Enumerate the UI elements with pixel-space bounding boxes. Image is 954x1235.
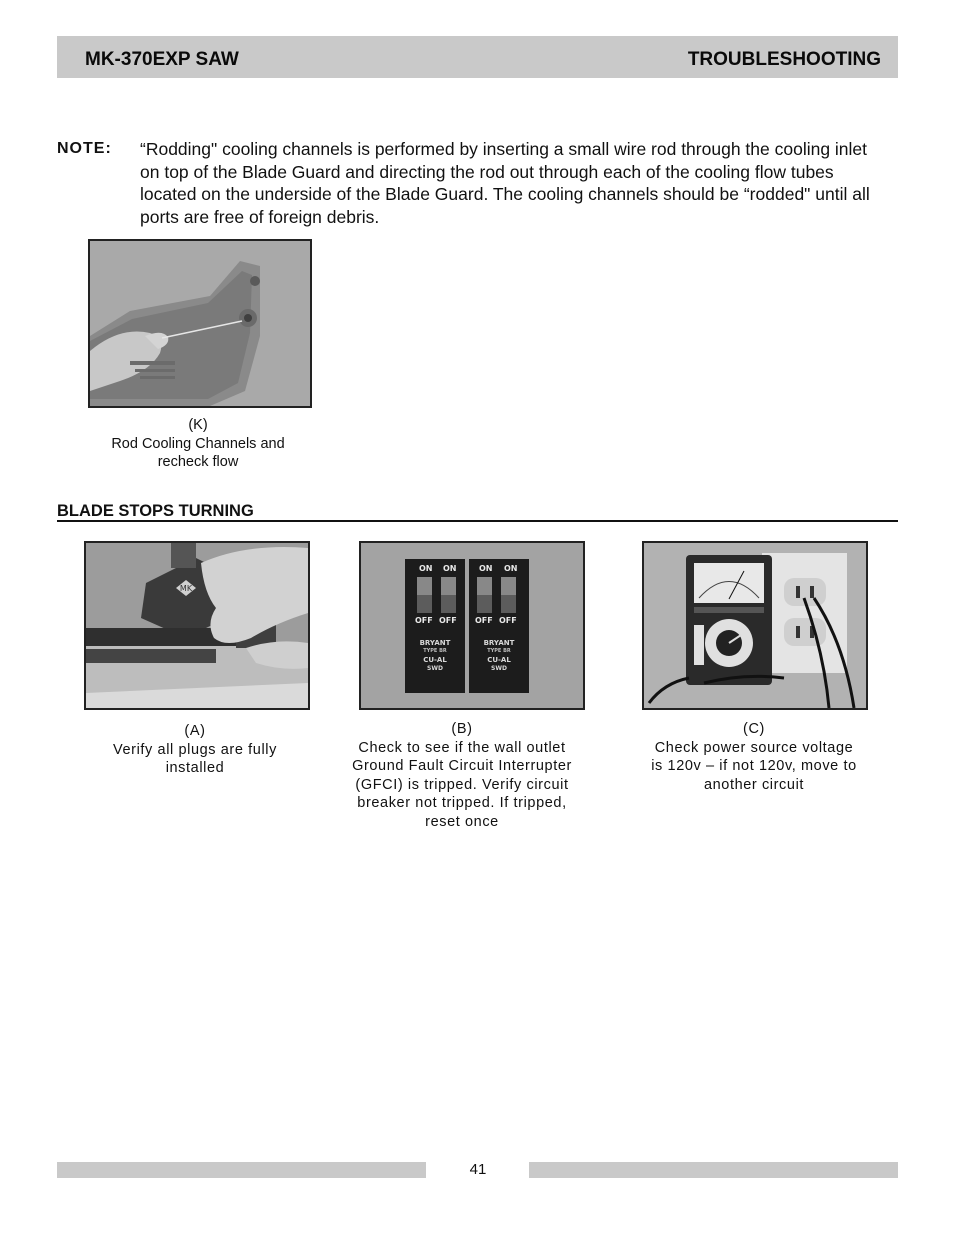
caption-b-letter: (B) [451, 721, 473, 737]
caption-b-line4: breaker not tripped. If tripped, [357, 795, 567, 811]
photo-rod-cooling-channels [88, 239, 312, 408]
caption-a-line1: Verify all plugs are fully [113, 741, 277, 758]
section-title: BLADE STOPS TURNING [57, 502, 254, 520]
breaker-cu-al-2: CU-AL [487, 656, 511, 664]
breaker-off-label-4: OFF [499, 616, 517, 625]
caption-a [84, 722, 306, 778]
saw-logo-mark: MK [179, 584, 193, 593]
caption-c-line1: Check power source voltage [654, 739, 854, 756]
caption-k [88, 416, 308, 472]
breaker-on-label-1: ON [419, 564, 433, 573]
photo-saw-plugs [84, 541, 310, 710]
section-divider [57, 520, 898, 522]
page-number: 41 [469, 1161, 487, 1178]
breaker-on-label-3: ON [479, 564, 493, 573]
caption-a-line2: installed [165, 760, 225, 776]
caption-b-line5: reset once [425, 813, 499, 830]
breaker-brand-2: BRYANT [483, 639, 515, 647]
footer-bar-right [529, 1162, 898, 1178]
photo-multimeter-outlet [642, 541, 868, 710]
note-text: “Rodding" cooling channels is performed by inserting a small wire rod through the cooling inlet on top of the Blade Guard and directing the rod out through each of the cooling flow tubes located on the underside of the Blade Guard. The cooling channels should be “rodded" until all ports are free of foreign debris. [140, 139, 870, 227]
breaker-swd-1: SWD [427, 665, 443, 672]
header-bar [57, 36, 898, 78]
caption-c-letter: (C) [743, 721, 765, 737]
footer-bar-left [57, 1162, 426, 1178]
breaker-on-label-2: ON [443, 564, 457, 573]
breaker-brand-1: BRYANT [419, 639, 451, 647]
caption-c-line3: another circuit [703, 776, 805, 793]
breaker-off-label-3: OFF [475, 616, 493, 625]
section-heading: TROUBLESHOOTING [687, 49, 881, 70]
breaker-off-label-1: OFF [415, 616, 433, 625]
caption-b-line3: (GFCI) is tripped. Verify circuit [355, 776, 569, 793]
breaker-cu-al-1: CU-AL [423, 656, 447, 664]
breaker-swd-2: SWD [491, 665, 507, 672]
breaker-type-2: TYPE BR [487, 648, 511, 654]
caption-c-line2: is 120v – if not 120v, move to [651, 758, 857, 774]
caption-k-letter: (K) [188, 417, 208, 433]
caption-c [628, 720, 880, 794]
photo-circuit-breakers [359, 541, 585, 710]
breaker-on-label-4: ON [504, 564, 518, 573]
caption-a-letter: (A) [184, 723, 206, 739]
manual-title: MK-370EXP SAW [85, 49, 239, 70]
caption-k-line2: recheck flow [157, 454, 239, 470]
breaker-type-1: TYPE BR [423, 648, 447, 654]
breaker-off-label-2: OFF [439, 616, 457, 625]
caption-k-line1: Rod Cooling Channels and [111, 435, 285, 452]
note-label: NOTE: [57, 140, 112, 157]
caption-b-line1: Check to see if the wall outlet [358, 739, 566, 756]
caption-b-line2: Ground Fault Circuit Interrupter [352, 758, 572, 774]
caption-b [338, 720, 586, 831]
